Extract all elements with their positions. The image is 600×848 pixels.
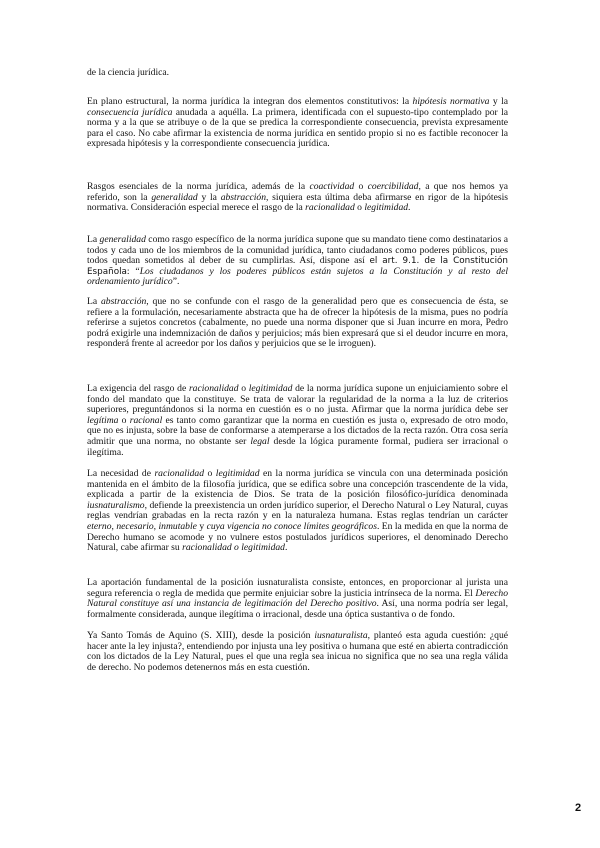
italic-term: racionalidad — [154, 468, 205, 479]
text: , — [153, 520, 159, 532]
constitution-article-reference: el art. 9.1. de la Constitución Española — [87, 256, 508, 277]
paragraph-aquinas — [87, 631, 508, 673]
paragraph-abstraction — [87, 297, 508, 350]
text: , — [111, 520, 117, 532]
italic-term: iusnaturalismo — [87, 499, 145, 511]
italic-term: generalidad — [99, 234, 146, 245]
italic-term: abstracción — [220, 191, 267, 203]
paragraph-structure — [87, 97, 508, 150]
text: En plano estructural, la norma jurídica la integran dos elementos constitutivos: la — [87, 96, 413, 107]
italic-term: legítima — [87, 414, 119, 426]
text: en la norma jurídica se vincula con una determinada posición mantenida en el ámbito de la filosofía jurídica, que se edifica sobre una concepción trascendente de la vida, explicada a partir de la existencia de Dios. Se trata de la posición filosófico-jurídica denominada — [87, 468, 508, 501]
text: , defiende la preexistencia un orden jurídico superior, el Derecho Natural o Ley Natural, cuyas reglas vendrían grabadas en la recta razón y en la naturaleza humana. Estas reglas tendrían un carácter — [87, 499, 508, 522]
italic-term: inmutable — [158, 520, 197, 532]
page-number: 2 — [575, 802, 582, 814]
italic-term: legitimidad — [215, 468, 260, 479]
text: . Así, una norma podría ser legal, formalmente considerada, aunque ilegítima o irracional, desde una óptica sustantiva o de fondo. — [87, 598, 508, 620]
text: como rasgo específico de la norma jurídica supone que su mandato tiene como destinatarios a todos y cada uno de los miembros de la comunidad jurídica, tanto ciudadanos como poderes públicos, pues todos quedan sometidos al deber de su cumplirlas. Así, dispone así — [87, 234, 508, 267]
text: La necesidad de — [87, 468, 155, 479]
text: . — [408, 202, 411, 214]
text: , planteó esta aguda cuestión: ¿qué hacer ante la ley injusta?, entendiendo por injusta una ley positiva o humana que esté en abierta contradicción con los dictados de la Ley Natural, pues el que una regla sea inicua no significa que no sea una regla válida de derecho. No podemos detenernos más en esta cuestión. — [87, 630, 508, 673]
text: o — [238, 383, 249, 394]
paragraph-iusnaturalism — [87, 469, 508, 554]
italic-term: cuya vigencia no conoce límites geográficos — [206, 520, 377, 532]
paragraph-iusnaturalist-contribution — [87, 578, 508, 620]
text: . — [284, 542, 288, 554]
text: o — [354, 181, 368, 192]
text: La — [87, 296, 101, 307]
italic-term: legal — [250, 435, 270, 447]
text: de la norma jurídica supone un enjuiciamiento sobre el fondo del mandato que la constituye. Se trata de valorar la regularidad de la norma a la luz de criterios superiores, preguntándonos si la norma en cuestión es o no justa. Afirmar que la norma jurídica debe ser — [87, 383, 508, 416]
italic-term: eterno — [87, 520, 112, 532]
text: , a que nos hemos ya referido, son la — [87, 181, 509, 203]
text: y la — [197, 191, 221, 203]
text: anudada a aquélla. La primera, identificada con el supuesto-tipo contemplado por la norma y a la que se atribuye o de la que se predica la correspondiente consecuencia, prevista expresamente para el caso. No cabe afirmar la existencia de norma jurídica en sentido propio si no es factible reconocer la expresada hipótesis y la correspondiente consecuencia jurídica. — [87, 106, 509, 150]
paragraph-intro-fragment — [87, 68, 508, 79]
italic-term: generalidad — [151, 191, 198, 203]
text: y la — [489, 96, 508, 107]
italic-term: racionalidad o legitimidad — [182, 542, 285, 554]
text: Rasgos esenciales de la norma jurídica, además de la — [87, 181, 310, 192]
paragraph-generality — [87, 235, 508, 288]
text: o — [354, 202, 365, 214]
italic-term: iusnaturalista — [314, 630, 368, 641]
italic-term: coercibilidad — [367, 181, 419, 192]
italic-quote: Los ciudadanos y los poderes públicos están sujetos a la Constitución y al resto del ordenamiento jurídico — [87, 265, 508, 288]
italic-term: consecuencia jurídica — [87, 106, 173, 118]
italic-term: necesario — [116, 520, 154, 532]
text: La — [87, 234, 100, 245]
text: o — [204, 468, 216, 479]
text: ”. — [172, 276, 180, 288]
text: La exigencia del rasgo de — [87, 383, 189, 394]
italic-term: racionalidad — [305, 202, 355, 214]
italic-term: racionalidad — [188, 383, 239, 394]
text: y — [196, 520, 207, 532]
text: o — [118, 414, 130, 426]
text: La aportación fundamental de la posición iusnaturalista consiste, entonces, en proporcionar al jurista una segura referencia o regla de medida que permite enjuiciar sobre la justicia intrínseca de la norma. El — [87, 577, 508, 599]
text: de la ciencia jurídica. — [87, 67, 170, 78]
italic-term: hipótesis normativa — [412, 96, 490, 107]
text: desde la lógica puramente formal, pudiera ser irracional o ilegítima. — [87, 435, 508, 458]
italic-term: legitimidad — [364, 202, 409, 214]
italic-term: Derecho Natural constituye así una instancia de legitimación del Derecho positivo — [87, 587, 508, 610]
italic-term: abstracción — [100, 296, 147, 307]
italic-term: legitimidad — [248, 383, 293, 394]
italic-term: coactividad — [309, 181, 355, 192]
italic-term: racional — [129, 414, 163, 426]
text: Ya Santo Tomás de Aquino (S. XIII), desde la posición — [87, 630, 315, 641]
text: , que no se confunde con el rasgo de la generalidad pero que es consecuencia de ésta, se refiere a la formulación, necesariamente abstracta que ha de ofrecer la hipótesis de la misma, pues no podría referirse a sujetos concretos (cabalmente, no puede una norma disponer que si Juan incurre en mora, Pedro podrá exigirle una indemnización de daños y perjuicios; más bien expresará que si el deudor incurre en mora, responderá frente al acreedor por los daños y perjuicios que se le irroguen). — [87, 296, 508, 350]
text: . En la medida en que la norma de Derecho humano se acomode y no vulnere estos postulados jurídicos superiores, el denominado Derecho Natural, cabe afirmar su — [87, 520, 509, 554]
text: es tanto como garantizar que la norma en cuestión es justa o, expresado de otro modo, que no es injusta, sobre la base de conformarse a atemperarse a los dictados de la recta razón. Otra cosa sería admitir que una norma, no obstante ser — [87, 414, 509, 447]
paragraph-rationality-requirement — [87, 384, 508, 458]
text: : “ — [126, 265, 140, 277]
paragraph-essential-traits — [87, 182, 508, 214]
text: , siquiera esta última deba afirmarse en rigor de la hipótesis normativa. Consideración especial merece el rasgo de la — [87, 191, 508, 214]
